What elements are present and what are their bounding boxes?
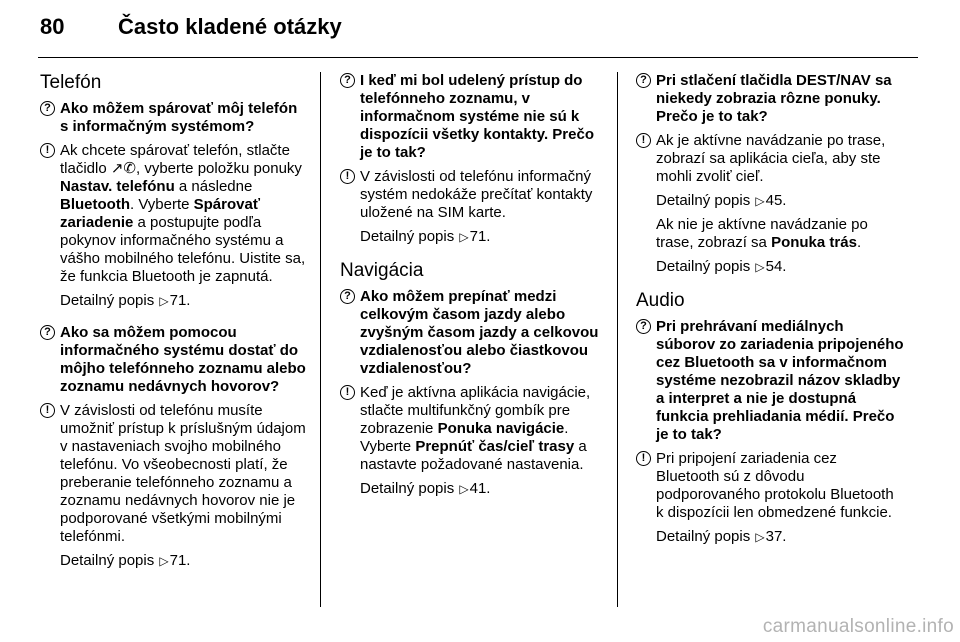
question-icon: ? [340, 289, 355, 304]
answer: ! V závislosti od telefónu musíte umožniť prístup k príslušným údajom v nastaveniach svojho mobilného telefónu. Vo všeobecnosti platí, že preberanie telefónneho zoznamu a zoznamu nedávnych hovorov nie je podporované všetkými mobilnými telefónmi. [40, 402, 308, 546]
answer-icon: ! [636, 133, 651, 148]
watermark: carmanualsonline.info [762, 616, 954, 637]
heading-navigacia: Navigácia [340, 260, 424, 281]
answer: ! Pri pripojení zariadenia cez Bluetooth sú z dôvodu podporovaného protokolu Bluetooth k dispozícii len obmedzené funkcie. [636, 450, 904, 522]
heading-telefon: Telefón [40, 72, 102, 93]
answer-icon: ! [340, 385, 355, 400]
column-1 [40, 72, 308, 584]
header-rule [38, 57, 918, 58]
page-ref-icon: ▷ [755, 530, 765, 544]
question [340, 72, 608, 162]
question-icon: ? [40, 101, 55, 116]
section-title: Často kladené otázky [118, 14, 342, 39]
column-3 [636, 72, 904, 560]
page-ref-icon: ▷ [755, 194, 765, 208]
question [40, 100, 308, 136]
answer-icon: ! [40, 143, 55, 158]
question-icon: ? [40, 325, 55, 340]
question [636, 72, 904, 126]
answer-icon: ! [636, 451, 651, 466]
question [340, 288, 608, 378]
detail-reference: Detailný popis ▷37. [656, 528, 787, 545]
detail-reference: Detailný popis ▷45. [656, 192, 787, 209]
question [636, 318, 904, 444]
page-number: 80 [40, 14, 65, 39]
question-icon: ? [636, 319, 651, 334]
question-icon: ? [636, 73, 651, 88]
detail-reference: Detailný popis ▷71. [60, 552, 191, 569]
page-ref-icon: ▷ [459, 482, 469, 496]
question-icon: ? [340, 73, 355, 88]
question-text: Pri stlačení tlačidla DEST/NAV sa niekedy zobrazia rôzne ponuky. Prečo je to tak? [656, 72, 892, 125]
question-text: Ako môžem prepínať medzi celkovým časom jazdy alebo zvyšným časom jazdy a celkovou vzdialenosťou alebo čiastkovou vzdialenosťou? [360, 288, 599, 377]
page-ref-icon: ▷ [159, 294, 169, 308]
page-ref-icon: ▷ [755, 260, 765, 274]
question-text: Ako môžem spárovať môj telefón s informačným systémom? [60, 100, 298, 135]
question [40, 324, 308, 396]
page-ref-icon: ▷ [459, 230, 469, 244]
column-divider [320, 72, 321, 607]
column-2 [340, 72, 608, 512]
answer: ! V závislosti od telefónu informačný systém nedokáže prečítať kontakty uložené na SIM karte. [340, 168, 608, 222]
column-divider [617, 72, 618, 607]
answer-icon: ! [40, 403, 55, 418]
detail-reference: Detailný popis ▷41. [360, 480, 491, 497]
answer: ! Ak chcete spárovať telefón, stlačte tlačidlo ↗✆, vyberte položku ponuky Nastav. telefónu a následne Bluetooth. Vyberte Spárovať zariadenie a postupujte podľa pokynov informačného systému a vášho mobilného telefónu. Uistite sa, že funkcia Bluetooth je zapnutá. [40, 142, 308, 286]
phone-button-icon: ↗✆ [110, 160, 136, 177]
answer: ! Keď je aktívna aplikácia navigácie, stlačte multifunkčný gombík pre zobrazenie Ponuka navigácie. Vyberte Prepnúť čas/cieľ trasy a nastavte požadované nastavenia. [340, 384, 608, 474]
detail-reference: Detailný popis ▷54. [656, 258, 787, 275]
page-ref-icon: ▷ [159, 554, 169, 568]
answer: ! Ak je aktívne navádzanie po trase, zobrazí sa aplikácia cieľa, aby ste mohli zvoliť cieľ. [636, 132, 904, 186]
page-header [0, 0, 960, 58]
answer-continuation: Ak nie je aktívne navádzanie po trase, zobrazí sa Ponuka trás. [656, 216, 868, 251]
detail-reference: Detailný popis ▷71. [60, 292, 191, 309]
answer-icon: ! [340, 169, 355, 184]
detail-reference: Detailný popis ▷71. [360, 228, 491, 245]
question-text: Ako sa môžem pomocou informačného systému dostať do môjho telefónneho zoznamu alebo zoznamu nedávnych hovorov? [60, 324, 306, 395]
question-text: Pri prehrávaní mediálnych súborov zo zariadenia pripojeného cez Bluetooth sa v informačnom systéme nezobrazil názov skladby a interpret a nie je dostupná funkcia prehliadania médií. Prečo je to tak? [656, 318, 904, 443]
heading-audio: Audio [636, 290, 685, 311]
question-text: I keď mi bol udelený prístup do telefónneho zoznamu, v informačnom systéme nie sú k dispozícii všetky kontakty. Prečo je to tak? [360, 72, 594, 161]
